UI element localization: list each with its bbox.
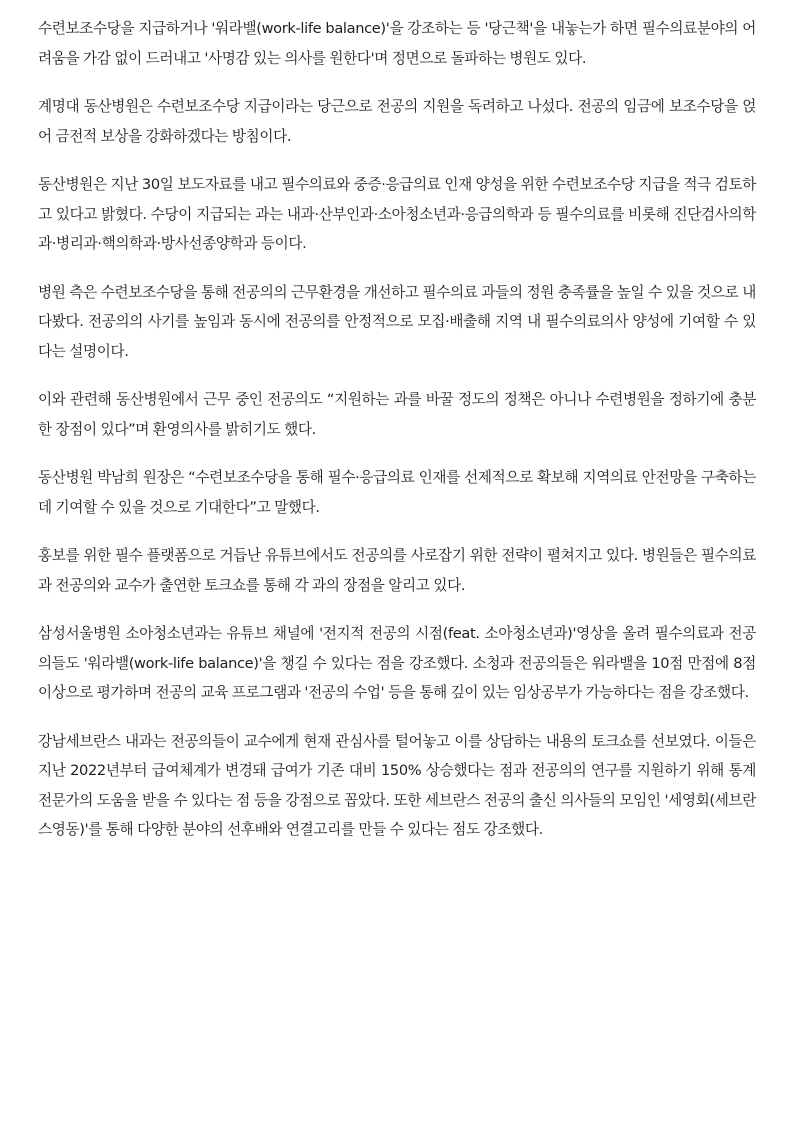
article-paragraph: 이와 관련해 동산병원에서 근무 중인 전공의도 “지원하는 과를 바꿀 정도의 정책은 아니나 수련병원을 정하기에 충분한 장점이 있다”며 환영의사를 밝히기도 했다. [38, 391, 756, 438]
article-paragraph: 계명대 동산병원은 수련보조수당 지급이라는 당근으로 전공의 지원을 독려하고 나섰다. 전공의 임금에 보조수당을 얹어 금전적 보상을 강화하겠다는 방침이다. [38, 98, 756, 145]
article-paragraph: 홍보를 위한 필수 플랫폼으로 거듭난 유튜브에서도 전공의를 사로잡기 위한 전략이 펼쳐지고 있다. 병원들은 필수의료과 전공의와 교수가 출연한 토크쇼를 통해 각 과의 장점을 알리고 있다. [38, 547, 756, 594]
article-paragraph: 병원 측은 수련보조수당을 통해 전공의의 근무환경을 개선하고 필수의료 과들의 정원 충족률을 높일 수 있을 것으로 내다봤다. 전공의의 사기를 높임과 동시에 전공의를 안정적으로 모집·배출해 지역 내 필수의료의사 양성에 기여할 수 있다는 설명이다. [38, 283, 756, 360]
article-paragraph: 강남세브란스 내과는 전공의들이 교수에게 현재 관심사를 털어놓고 이를 상담하는 내용의 토크쇼를 선보였다. 이들은 지난 2022년부터 급여체계가 변경돼 급여가 기존 대비 150% 상승했다는 점과 전공의의 연구를 지원하기 위해 통계 전문가의 도움을 받을 수 있다는 점 등을 강점으로 꼽았다. 또한 세브란스 전공의 출신 의사들의 모임인 '세영회(세브란스영동)'를 통해 다양한 분야의 선후배와 연결고리를 만들 수 있다는 점도 강조했다. [38, 732, 756, 838]
article-paragraph: 동산병원 박남희 원장은 “수련보조수당을 통해 필수·응급의료 인재를 선제적으로 확보해 지역의료 안전망을 구축하는 데 기여할 수 있을 것으로 기대한다”고 말했다. [38, 469, 756, 516]
article-paragraph: 동산병원은 지난 30일 보도자료를 내고 필수의료와 중증·응급의료 인재 양성을 위한 수련보조수당 지급을 적극 검토하고 있다고 밝혔다. 수당이 지급되는 과는 내과·산부인과·소아청소년과·응급의학과 등 필수의료를 비롯해 진단검사의학과·병리과·핵의학과·방사선종양학과 등이다. [38, 176, 756, 252]
article-paragraph: 수련보조수당을 지급하거나 '워라밸(work-life balance)'을 강조하는 등 '당근책'을 내놓는가 하면 필수의료분야의 어려움을 가감 없이 드러내고 '사명감 있는 의사를 원한다'며 정면으로 돌파하는 병원도 있다. [38, 20, 756, 67]
article-paragraph: 삼성서울병원 소아청소년과는 유튜브 채널에 '전지적 전공의 시점(feat. 소아청소년과)'영상을 올려 필수의료과 전공의들도 '워라밸(work-life balance)'을 챙길 수 있다는 점을 강조했다. 소청과 전공의들은 워라밸을 10점 만점에 8점 이상으로 평가하며 전공의 교육 프로그램과 '전공의 수업' 등을 통해 깊이 있는 임상공부가 가능하다는 점을 강조했다. [38, 625, 756, 701]
article-body [38, 14, 756, 864]
